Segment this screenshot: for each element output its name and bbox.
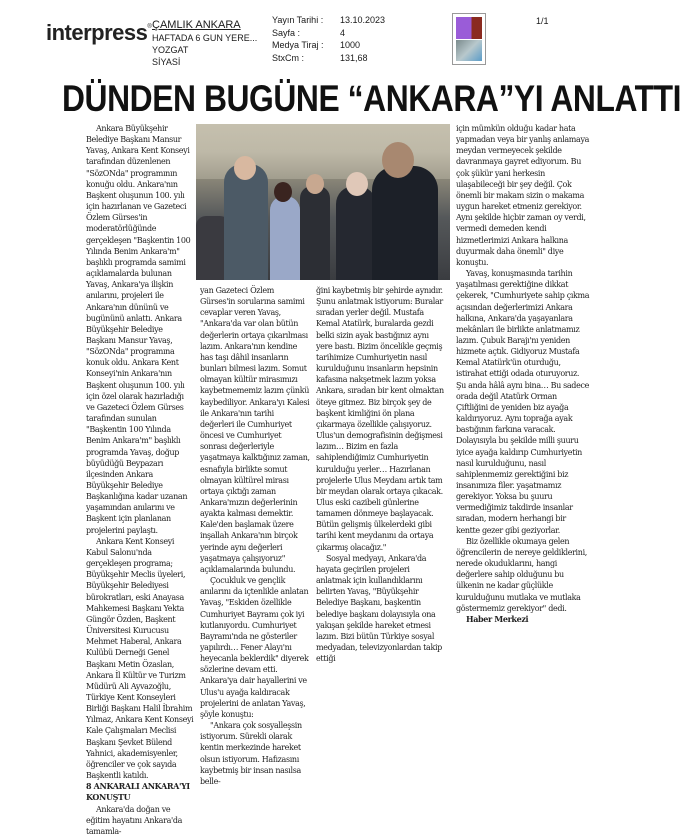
paragraph: Ankara'da doğan ve eğitim hayatını Ankara'da tamamla- xyxy=(86,804,183,836)
meta-value: 1000 xyxy=(340,40,361,50)
logo-text: interpress xyxy=(46,20,148,45)
photo-person xyxy=(336,186,376,280)
article-headline: DÜNDEN BUGÜNE “ANKARA”YI ANLATTI xyxy=(62,78,681,119)
meta-value: 4 xyxy=(340,27,346,38)
meta-value: 13.10.2023 xyxy=(340,15,386,25)
meta-row-page xyxy=(272,27,420,40)
registered-mark: ® xyxy=(147,24,152,30)
paragraph: Ankara Kent Konseyi Kabul Salonu'nda gerçekleşen programa; Büyükşehir Meclis üyeleri, Büyükşehir Belediyesi bürokratları, eski Anayasa Mahkemesi Başkanı Yekta Güngör Özden, Başkent Üniversitesi Kurucusu Mehmet Haberal, Ankara Kulübü Derneği Genel Başkanı Metin Özaslan, Ankara İl Kültür ve Turizm Müdürü Ali Ayvazoğlu, Türkiye Kent Konseyleri Birliği Başkanı Halil İbrahim Yılmaz, Ankara Kent Konseyi Kale Çalışmaları Meclisi Başkanı Şevket Bülend Yahnici, akademisyenler, öğrenciler ve çok sayıda Başkentli katıldı. xyxy=(86,536,194,781)
thumbnail-image-bottom xyxy=(456,40,482,61)
publication-name: ÇAMLIK ANKARA xyxy=(152,19,241,31)
photo-person xyxy=(270,196,300,280)
article-column-4 xyxy=(456,123,590,625)
article-byline: Haber Merkezi xyxy=(466,613,529,624)
meta-label: StxCm : xyxy=(272,52,305,63)
thumbnail-image-top xyxy=(456,17,482,39)
publication-frequency: HAFTADA 6 GUN YERE... xyxy=(152,33,258,43)
paragraph: yan Gazeteci Özlem Gürses'in sorularına samimi cevaplar veren Yavaş, "Ankara'da var olan bütün değerlerin ortaya çıkarılması lazım. Ankara'nın kendine has taşı dâhil insanların bunları bilmesi lazım. Somut olmayan kültür mirasımızı kaybetmememiz lazım çünkü kaybediliyor. Ankara'yı Kalesi ile Ankara'nın tarihi değerleri ile Cumhuriyet öncesi ve Cumhuriyet sonrası değerleriyle yaşatmaya kalktığınız zaman, esnafıyla birlikte somut olmayan kültürel mirası ortaya çıktığı zaman Ankara'mızın değerlerinin ayakta kalması demektir. Kale'den başlamak üzere inşallah Ankara'nın birçok yerinde aynı değerleri yaşatmaya çalışıyoruz" açıklamalarında bulundu. xyxy=(200,286,310,574)
meta-label: Yayın Tarihi : xyxy=(272,15,324,25)
photo-person xyxy=(224,164,268,280)
paragraph: Ankara Büyükşehir Belediye Başkanı Mansur Yavaş, Ankara Kent Konseyi tarafından düzenlenen "SözONda" programının konuğu oldu. Ankara'nın Başkent oluşunun 100. yılı için hazırlanan ve Gazeteci Özlem Gürses'in moderatörlüğünde gerçekleşen "Başkentin 100 Yılında Benim Ankara'm" başlıklı programda samimi açıklamalarda bulunan Yavaş, Ankara'ya ilişkin anılarını, projeleri ile Ankara'nın dününü ve bugününü anlattı. Ankara Büyükşehir Belediye Başkanı Mansur Yavaş, "SözONda" programına konuk oldu. Ankara Kent Konseyi'nin Ankara'nın Başkent oluşunun 100. yılı için özel olarak hazırladığı ve Gazeteci Özlem Gürses tarafından sunulan "Başkentin 100 Yılında Benim Ankara'm" başlıklı programda Yavaş, doğup büyüdüğü Beypazarı ilçesinden Ankara Büyükşehir Belediye Başkanlığına kadar uzanan yaşamından anılarını ve Başkent için planlanan projelerini paylaştı. xyxy=(86,124,191,535)
paragraph: ğini kaybetmiş bir şehirde aynıdır. Şunu anlatmak istiyorum: Buralar sıradan yerler değil. Mustafa Kemal Atatürk, buralarda gezdi belki sizin ayak bastığınız aynı yere bastı. Bizim öncelikle geçmiş tarihimize Cumhuriyetin nasıl kurulduğunu insanların hepsinin kafasına nakşetmek lazım yoksa Ankara, sıradan bir kent olmaktan öteye gitmez. Biz birçok şey de başkent kimliğini ön plana çıkarmaya özellikle çalışıyoruz. Ulus'un demografisinin değişmesi lazım… Bizim en fazla sahiplendiğimiz Cumhuriyetin kurulduğu yerler… Hazırlanan projelerle Ulus Meydanı artık tam bir meydan olarak ortaya çıkacak. Ulus eski cazibeli günlerine tamamen dönmeye başlayacak. Bütün gelişmiş ülkelerdeki gibi tarihi kent meydanını da ortaya çıkarmış olacağız." xyxy=(316,286,444,552)
photo-person-head xyxy=(234,156,256,180)
photo-person-head xyxy=(382,142,414,178)
paragraph: Biz özellikle okumaya gelen öğrencilerin de nereye geldiklerini, nerede okuduklarını, hangi değerlere sahip olduğunu bu ülkenin ne kadar güçlükle kurulduğunu mutlaka ve mutlaka göstermemiz gerekiyor" dedi. xyxy=(456,536,587,613)
article-column-1 xyxy=(86,123,194,837)
paragraph: Yavaş, konuşmasında tarihin yaşatılması gerektiğine dikkat çekerek, "Cumhuriyete sahip çıkma açısından değerlerimizi Ankara halkına, Ankara'da yaşayanlara mekânları ile birlikte anlatmamız lazım. Çubuk Barajı'nı yeniden hizmete açtık. Gidiyoruz Mustafa Kemal Atatürk'ün oturduğu, istirahat ettiği odada oturuyoruz. Şu anda hâlâ aynı bina… Bu sadece orada değil Atatürk Orman Çiftliğini de yeniden biz ayağa kaldırıyoruz. Aynı toprağa ayak bastığının farkına varacak. Dolayısıyla bu şekilde milli şuuru iyice ayağa kaldırıp Cumhuriyetin nasıl kurulduğunu, nasıl sahiplenmemiz gerektiğini biz insanımıza filer. yaşatmamız gerekiyor. Yoksa bu şuuru vermediğimiz takdirde insanlar sıradan, modern herhangi bir kentte gezer gibi geziyorlar. xyxy=(456,269,590,535)
page-thumbnail[interactable] xyxy=(452,13,486,65)
meta-row-stxcm xyxy=(272,52,420,65)
photo-person xyxy=(300,186,330,280)
paragraph: Sosyal medyayı, Ankara'da hayata geçirilen projeleri anlatmak için kullandıklarını belirten Yavaş, "Büyükşehir Belediye Başkanı, başkentin belediye başkanı dolayısıyla ona yakışan şekilde hareket etmesi lazım. Bizi bütün Türkiye sosyal medyadan, televizyonlardan takip ettiği xyxy=(316,553,442,664)
meta-label: Sayfa : xyxy=(272,27,301,38)
paragraph: "Ankara çok sosyalleşsin istiyorum. Sürekli olarak kentin merkezinde hareket olsun istiyorum. Hafızasını kaybetmiş bir insan nasılsa belle- xyxy=(200,721,302,786)
publication-info xyxy=(152,19,257,68)
photo-person-head xyxy=(306,174,324,194)
photo-person-head xyxy=(274,182,292,202)
photo-person-head xyxy=(346,172,368,196)
article-column-3 xyxy=(316,285,446,664)
photo-person xyxy=(372,166,438,280)
publication-region: YOZGAT xyxy=(152,45,189,55)
publication-category: SİYASİ xyxy=(152,57,181,67)
meta-row-date xyxy=(272,14,420,27)
article-subhead: 8 ANKARALI ANKARA'YI KONUŞTU xyxy=(86,781,190,803)
paragraph: Çocukluk ve gençlik anılarını da içtenlikle anlatan Yavaş, "Eskiden özellikle Cumhuriyet Bayramı çok iyi kutlanıyordu. Cumhuriyet Bayramı'nda ne gösteriler yapılırdı… Fener Alayı'nı heyecanla beklerdik" diyerek sözlerine devam etti. Ankara'ya dair hayallerini ve Ulus'u ayağa kaldıracak projelerini de anlatan Yavaş, şöyle konuştu: xyxy=(200,576,309,719)
page-count: 1/1 xyxy=(536,16,549,26)
paragraph: için mümkün olduğu kadar hata yapmadan veya bir yanlış anlamaya meydan vermeyecek şekilde davranmaya gayret ediyorum. Bu çok şükür yani herkesin ulaşabileceği bir şey değil. Çok önemli bir makam sizin o makama uygun hareket etmeniz gerekiyor. Aynı şekilde hiçbir zaman oy verdi, vermedi demeden kendi hizmetlerimizi Ankara halkına duyurmak daha önemli" diye konuştu. xyxy=(456,124,590,267)
meta-value: 131,68 xyxy=(340,52,368,63)
meta-row-circulation xyxy=(272,39,420,52)
interpress-logo xyxy=(46,20,151,46)
article-column-2 xyxy=(200,285,310,787)
meta-label: Medya Tiraj : xyxy=(272,40,324,50)
article-photo xyxy=(196,124,450,280)
publication-meta xyxy=(272,14,420,64)
